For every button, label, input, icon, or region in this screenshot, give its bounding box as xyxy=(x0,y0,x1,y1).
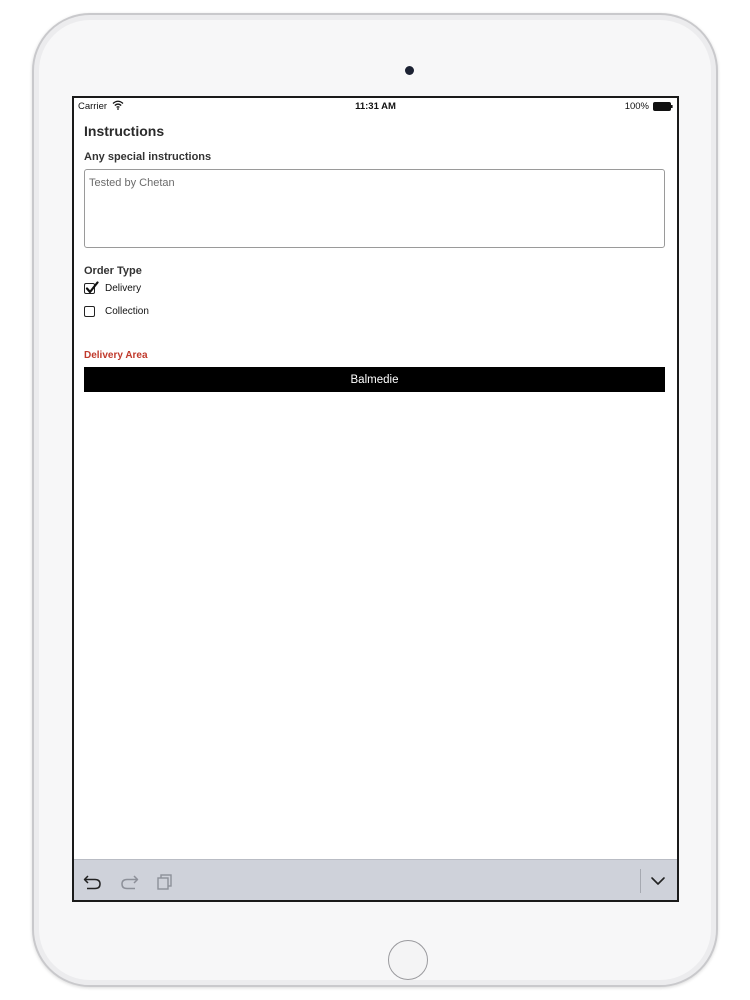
chevron-down-icon[interactable] xyxy=(650,876,666,886)
undo-icon[interactable] xyxy=(83,873,103,891)
collection-option[interactable] xyxy=(84,303,149,319)
delivery-area-value: Balmedie xyxy=(350,373,399,386)
instructions-input[interactable] xyxy=(84,169,665,248)
toolbar-divider xyxy=(640,869,641,893)
battery-icon xyxy=(653,102,673,111)
collection-checkbox[interactable] xyxy=(84,306,95,317)
delivery-area-select[interactable] xyxy=(84,367,665,392)
checkmark-icon xyxy=(85,281,99,295)
front-camera xyxy=(405,66,414,75)
home-button[interactable] xyxy=(388,940,428,980)
clock: 11:31 AM xyxy=(355,101,396,112)
page-title: Instructions xyxy=(84,123,165,139)
battery-percentage: 100% xyxy=(624,101,649,112)
delivery-option-label: Delivery xyxy=(105,282,142,294)
keyboard-shortcut-bar xyxy=(74,859,677,900)
collection-option-label: Collection xyxy=(105,305,149,317)
order-type-label: Order Type xyxy=(84,265,142,277)
carrier-label: Carrier xyxy=(78,101,108,112)
status-bar xyxy=(74,98,677,116)
paste-icon[interactable] xyxy=(156,873,174,891)
redo-icon[interactable] xyxy=(119,873,139,891)
instructions-label: Any special instructions xyxy=(84,151,212,163)
delivery-area-label: Delivery Area xyxy=(84,350,148,361)
delivery-option[interactable] xyxy=(84,280,141,296)
screen xyxy=(72,96,679,902)
delivery-checkbox[interactable] xyxy=(84,283,95,294)
